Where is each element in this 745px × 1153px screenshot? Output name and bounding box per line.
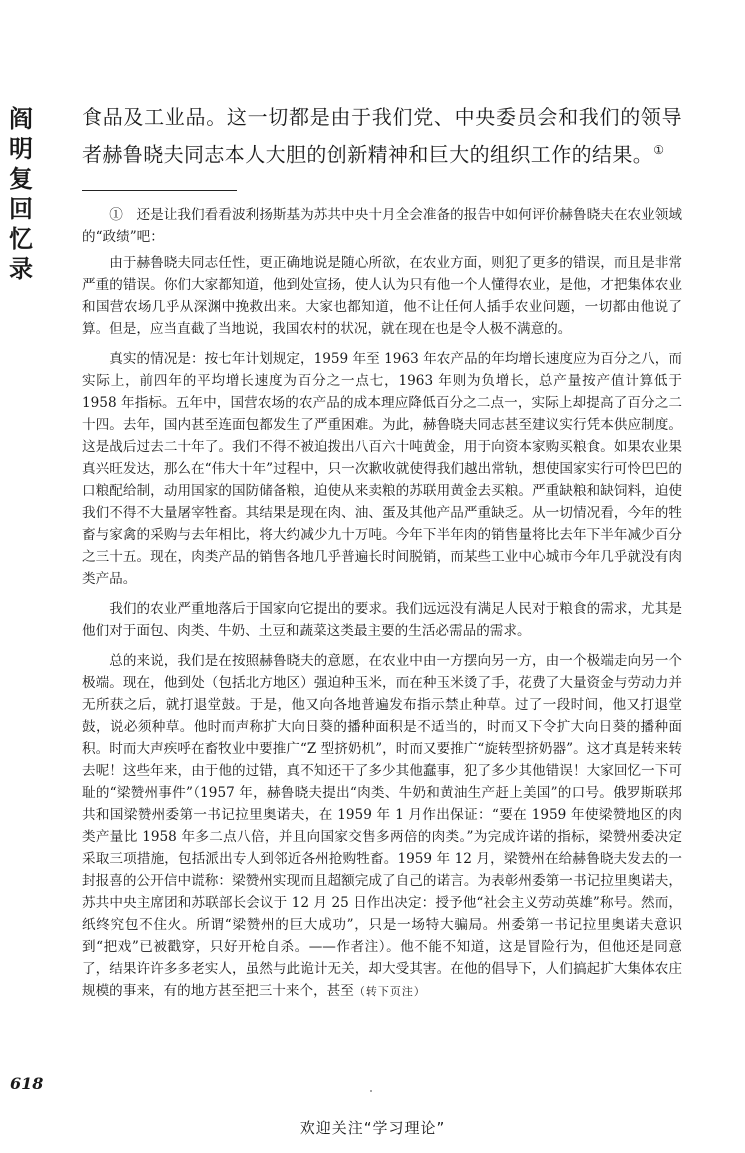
side-title-char: 回 [9, 194, 33, 223]
footnote-paragraph [82, 650, 682, 1003]
footnote-marker[interactable]: ① [653, 143, 665, 157]
footnote-paragraph-text: 总的来说，我们是在按照赫鲁晓夫的意愿，在农业中由一方摆向另一方，由一个极端走向另一个极端。现在，他到处（包括北方地区）强迫种玉米，而在种玉米烫了手，花费了大量资金与劳动力并无所获之后，就打退堂鼓。于是，他又向各地普遍发布指示禁止种草。过了一段时间，他又打退堂鼓，说必须种草。他时而声称扩大向日葵的播种面积是不适当的，时而又下令扩大向日葵的播种面积。时而大声疾呼在畜牧业中要推广“Z 型挤奶机”，时而又要推广“旋转型挤奶器”。这才真是转来转去呢！这些年来，由于他的过错，真不知还干了多少其他蠢事，犯了多少其他错误！大家回忆一下可耻的“梁赞州事件”（1957 年，赫鲁晓夫提出“肉类、牛奶和黄油生产赶上美国”的口号。俄罗斯联邦共和国梁赞州委第一书记拉里奥诺夫，在 1959 年 1 月作出保证：“要在 1959 年使梁赞地区的肉类产量比 1958 年多二点八倍，并且向国家交售多两倍的肉类。”为完成许诺的指标，梁赞州委决定采取三项措施，包括派出专人到邻近各州抢购牲畜。1959 年 12 月，梁赞州在给赫鲁晓夫发去的一封报喜的公开信中谎称：梁赞州实现而且超额完成了自己的诺言。为表彰州委第一书记拉里奥诺夫，苏共中央主席团和苏联部长会议于 12 月 25 日作出决定：授予他“社会主义劳动英雄”称号。然而，纸终究包不住火。所谓“梁赞州的巨大成功”，只是一场特大骗局。州委第一书记拉里奥诺夫意识到“把戏”已被戳穿，只好开枪自杀。——作者注）。他不能不知道，这是冒险行为，但他还是同意了，结果许许多多老实人，虽然与此诡计无关，却大受其害。在他的倡导下，人们搞起扩大集体农庄规模的事来，有的地方甚至把三十来个，甚至 [82, 653, 682, 999]
side-title-char: 阎 [9, 104, 33, 133]
footnote-paragraph: 由于赫鲁晓夫同志任性，更正确地说是随心所欲，在农业方面，则犯了更多的错误，而且是非常严重的错误。你们大家都知道，他到处宣扬，使人认为只有他一个人懂得农业，是他，才把集体农业和国营农场几乎从深渊中挽救出来。大家也都知道，他不让任何人插手农业问题，一切都由他说了算。但是，应当直截了当地说，我国农村的状况，就在现在也是令人极不满意的。 [82, 255, 682, 337]
side-title-char: 明 [9, 134, 33, 163]
side-title-char: 复 [9, 164, 33, 193]
page-number: 618 [10, 1074, 44, 1093]
footnote-paragraph: 我们的农业严重地落后于国家向它提出的要求。我们远远没有满足人民对于粮食的需求，尤其是他们对于面包、肉类、牛奶、土豆和蔬菜这类最主要的生活必需品的需求。 [82, 601, 682, 639]
main-paragraph: 食品及工业品。这一切都是由于我们党、中央委员会和我们的领导者赫鲁晓夫同志本人大胆的创新精神和巨大的组织工作的结果。 [82, 105, 682, 167]
scan-dot [370, 1090, 372, 1092]
side-book-title [6, 104, 36, 284]
footer-caption: 欢迎关注“学习理论” [299, 1119, 446, 1137]
main-body-text [82, 101, 682, 172]
footnote-block [82, 204, 682, 1003]
footnote-divider [82, 190, 237, 191]
footnote-paragraph: 真实的情况是：按七年计划规定，1959 年至 1963 年农产品的年均增长速度应为百分之八，而实际上，前四年的平均增长速度为百分之一点七，1963 年则为负增长，总产量按产值计算低于 1958 年指标。五年中，国营农场的农产品的成本理应降低百分之二点一，实际上却提高了百分之二十四。去年，国内甚至连面包都发生了严重困难。为此，赫鲁晓夫同志甚至建议实行凭本供应制度。这是战后过去二十年了。我们不得不被迫拨出八百六十吨黄金，用于向资本家购买粮食。如果农业果真兴旺发达，那么在“伟大十年”过程中，只一次歉收就使得我们越出常轨，想使国家实行可怜巴巴的口粮配给制，动用国家的国防储备粮，迫使从来卖粮的苏联用黄金去买粮。严重缺粮和缺饲料，迫使我们不得不大量屠宰牲畜。其结果是现在肉、油、蛋及其他产品严重缺乏。从一切情况看，今年的牲畜与家禽的采购与去年相比，将大约减少九十万吨。今年下半年肉的销售量将比去年下半年减少百分之三十五。现在，肉类产品的销售各地几乎普遍长时间脱销，而某些工业中心城市今年几乎就没有肉类产品。 [82, 351, 682, 587]
side-title-char: 录 [9, 254, 33, 283]
continued-note: （转下页注） [353, 985, 426, 998]
side-title-char: 忆 [9, 224, 33, 253]
footnote-intro: ① 还是让我们看看波利扬斯基为苏共中央十月全会准备的报告中如何评价赫鲁晓夫在农业领域的“政绩”吧： [82, 207, 682, 245]
